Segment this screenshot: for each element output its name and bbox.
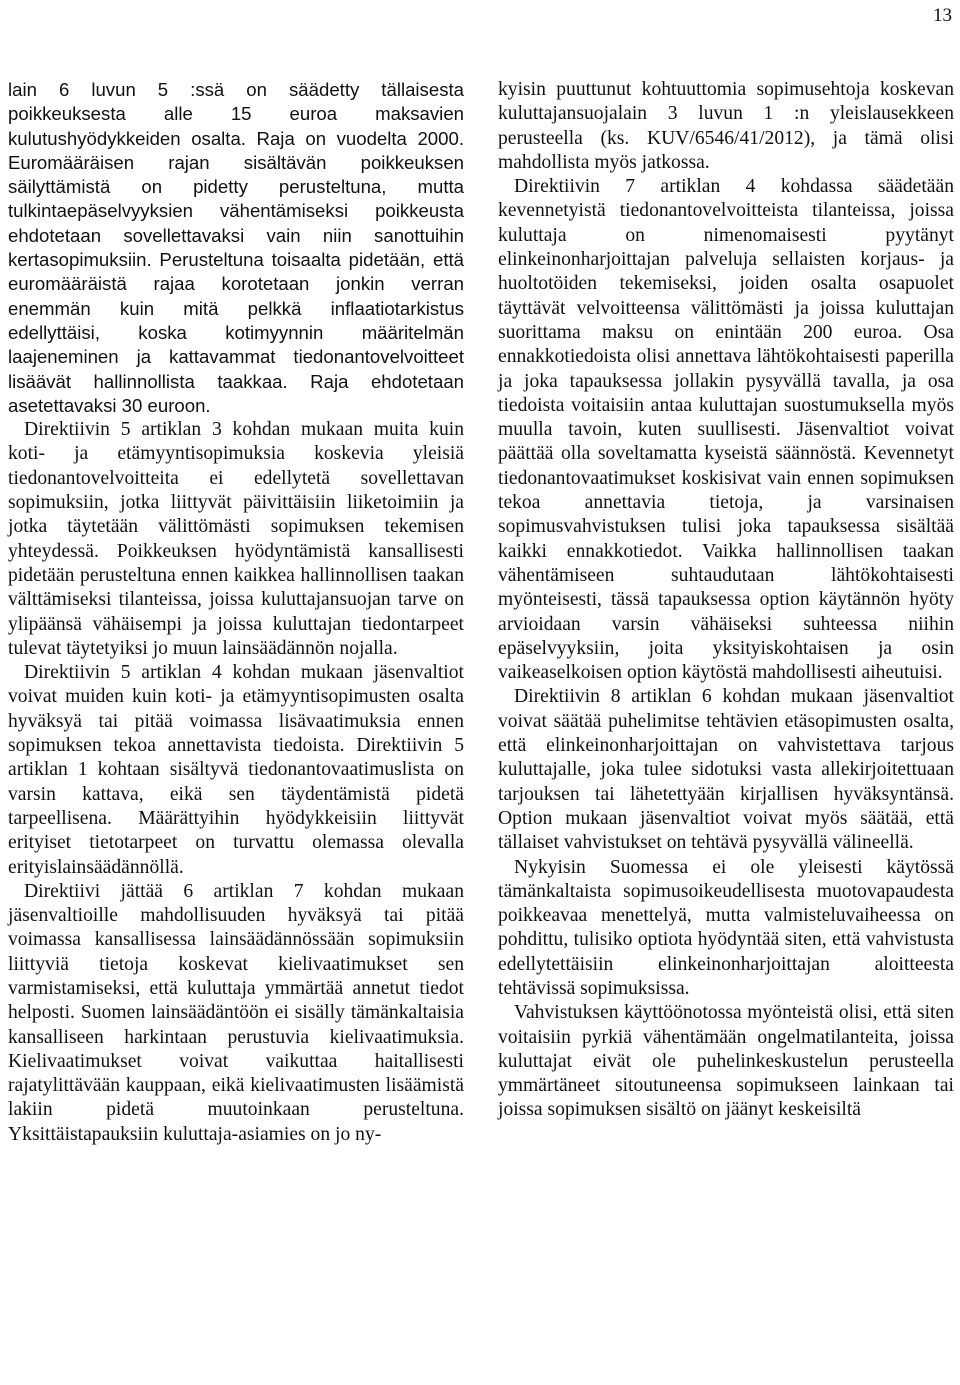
right-column xyxy=(498,78,954,1147)
two-column-body xyxy=(8,78,954,1147)
paragraph: Direktiivin 5 artiklan 3 kohdan mukaan muita kuin koti- ja etämyyntisopimuksia koskevia yleisiä tiedonantovelvoitteita ei edellytetä sovellettavan sopimuksiin, jotka liittyvät päivittäisiin liiketoimiin ja jotka täytetään välittömästi sopimuksen tekemisen yhteydessä. Poikkeuksen hyödyntämistä kansallisesti pidetään perusteltuna ennen kaikkea hallinnollisen taakan välttämiseksi tilanteissa, joissa kuluttajansuojan tarve on ylipäänsä vähäisempi ja joissa kuluttajan tiedontarpeet tulevat täytetyiksi jo muun lainsäädännön nojalla. xyxy=(8,419,464,659)
left-column xyxy=(8,78,464,1147)
paragraph: Direktiivin 8 artiklan 6 kohdan mukaan jäsenvaltiot voivat säätää puhelimitse tehtävien etäsopimusten osalta, että elinkeinonharjoittajan on vahvistettava tarjous kuluttajalle, joka tulee sidotuksi vasta allekirjoitettuaan tarjouksen tai lähetettyään kirjallisen hyväksyntänsä. Option mukaan jäsenvaltiot voivat myös säätää, että tällaiset vahvistukset on tehtävä pysyvällä välineellä. xyxy=(498,686,954,854)
page-number: 13 xyxy=(933,5,952,26)
paragraph: Nykyisin Suomessa ei ole yleisesti käytössä tämänkaltaista sopimusoikeudellisesta muotovapaudesta poikkeavaa menettelyä, mutta valmisteluvaiheessa on pohdittu, tulisiko optiota hyödyntää siten, että vahvistusta edellytettäisiin elinkeinonharjoittajan aloitteesta tehtävissä sopimuksissa. xyxy=(498,856,954,999)
paragraph: Direktiivin 5 artiklan 4 kohdan mukaan jäsenvaltiot voivat muiden kuin koti- ja etämyyntisopimusten osalta hyväksyä tai pitää voimassa lisävaatimuksia ennen sopimuksen tekoa annettavista tiedoista. Direktiivin 5 artiklan 1 kohtaan sisältyvä tiedonantovaatimuslista on varsin kattava, eikä sen täydentämistä pidetä tarpeellisena. Määrättyihin hyödykkeisiin liittyvät erityiset tietotarpeet on turvattu olemassa olevalla erityislainsäädännöllä. xyxy=(8,662,464,878)
paragraph: Direktiivi jättää 6 artiklan 7 kohdan mukaan jäsenvaltioille mahdollisuuden hyväksyä tai pitää voimassa kansallisessa lainsäädännössään sopimuksiin liittyviä tietoja koskevat kielivaatimukset sen varmistamiseksi, että kuluttaja ymmärtää annetut tiedot helposti. Suomen lainsäädäntöön ei sisälly tämänkaltaisia kansalliseen harkintaan perustuvia kielivaatimuksia. Kielivaatimukset voivat vaikuttaa haitallisesti rajatylittävään kauppaan, eikä kielivaatimusten lisäämistä lakiin pidetä muutoinkaan perusteltuna. Yksittäistapauksiin kuluttaja-asiamies on jo ny- xyxy=(8,880,464,1145)
paragraph: kyisin puuttunut kohtuuttomia sopimusehtoja koskevan kuluttajansuojalain 3 luvun 1 :n yleislausekkeen perusteella (ks. KUV/6546/41/2012), ja tämä olisi mahdollista myös jatkossa. xyxy=(498,79,954,173)
paragraph: Direktiivin 7 artiklan 4 kohdassa säädetään kevennetyistä tiedonantovelvoitteista tilanteissa, joissa kuluttaja on nimenomaisesti pyytänyt elinkeinonharjoittajan palveluja sellaisten korjaus- ja huoltotöiden tekemiseksi, joiden osalta osapuolet täyttävät velvoitteensa välittömästi ja joissa kuluttajan suorittama maksu on enintään 200 euroa. Osa ennakkotiedoista olisi annettava lähtökohtaisesti paperilla ja joka tapauksessa jollakin pysyvällä tavalla, ja osa tiedoista voitaisiin antaa kuluttajan suostumuksella myös muulla tavoin, kuten suullisesti. Jäsenvaltiot voivat päättää olla soveltamatta kyseistä säännöstä. Kevennetyt tiedonantovaatimukset koskisivat vain ennen sopimuksen tekoa annettavia tietoja, ja varsinaisen sopimusvahvistuksen tulisi joka tapauksessa sisältää kaikki ennakkotiedot. Vaikka hallinnollisen taakan vähentämiseen suhtaudutaan lähtökohtaisesti myönteisesti, tässä tapauksessa option käytännön hyöty arvioidaan varsin vähäiseksi suhteessa niihin epäselvyyksiin, joita yksityiskohtaisen ja osin vaikeaselkoisen option käytöstä mahdollisesti aiheutuisi. xyxy=(498,176,954,684)
paragraph: Vahvistuksen käyttöönotossa myönteistä olisi, että siten voitaisiin pyrkiä vähentämään ongelmatilanteita, joissa kuluttajat eivät ole puhelinkeskustelun perusteella ymmärtäneet sitoutuneensa sopimukseen lainkaan tai joissa sopimuksen sisältö on jäänyt keskeisiltä xyxy=(498,1002,954,1121)
paragraph: lain 6 luvun 5 :ssä on säädetty tällaisesta poikkeuksesta alle 15 euroa maksavien kulutushyödykkeiden osalta. Raja on vuodelta 2000. Euromääräisen rajan sisältävän poikkeuksen säilyttämistä on pidetty perusteltuna, mutta tulkintaepäselvyyksien vähentämiseksi poikkeusta ehdotetaan sovellettavaksi vain niin sanottuihin kertasopimuksiin. Perusteltuna toisaalta pidetään, että euromääräistä rajaa korotetaan jonkin verran enemmän kuin mitä pelkkä inflaatiotarkistus edellyttäisi, koska kotimyynnin määritelmän laajeneminen ja kattavammat tiedonantovelvoitteet lisäävät hallinnollista taakkaa. Raja ehdotetaan asetettavaksi 30 euroon. xyxy=(8,79,464,416)
